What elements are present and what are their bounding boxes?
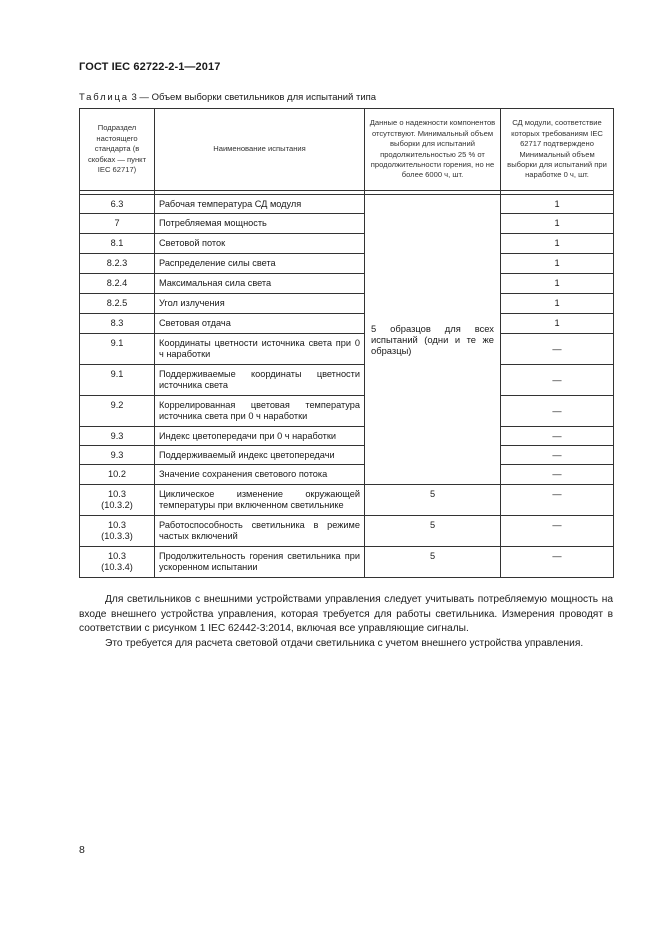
table-row xyxy=(80,195,614,214)
row-led-count: 1 xyxy=(501,274,614,294)
row-section-number: 10.3 xyxy=(108,520,126,530)
row-led-count: — xyxy=(501,547,614,578)
table-row xyxy=(80,547,614,578)
row-section: 7 xyxy=(80,214,155,234)
row-section: 8.3 xyxy=(80,314,155,334)
sample-size-table xyxy=(79,108,614,578)
row-test-name: Координаты цветности источника света при 0 ч наработки xyxy=(155,334,365,365)
row-test-name: Потребляемая мощность xyxy=(155,214,365,234)
row-test-name: Коррелированная цветовая температура источника света при 0 ч наработки xyxy=(155,396,365,427)
row-led-count: 1 xyxy=(501,294,614,314)
table-row xyxy=(80,294,614,314)
row-section-number: 10.3 xyxy=(108,489,126,499)
row-led-count: 1 xyxy=(501,195,614,214)
row-test-name: Рабочая температура СД модуля xyxy=(155,195,365,214)
row-test-name: Угол излучения xyxy=(155,294,365,314)
row-led-count: 1 xyxy=(501,214,614,234)
row-test-name: Максимальная сила света xyxy=(155,274,365,294)
paragraph: Это требуется для расчета световой отдачи светильника с учетом внешнего устройства управления. xyxy=(105,637,584,649)
paragraph: Для светильников с внешними устройствами управления следует учитывать потребляемую мощность на входе внешнего устройства управления, которая требуется для работы светильника. Измерения проводят в соответствии с рисунком 1 IEC 62442-3:2014, включая все управляющие сигналы. xyxy=(79,594,613,634)
row-section-sub: (10.3.3) xyxy=(101,531,133,541)
row-section: 9.3 xyxy=(80,446,155,465)
row-section: 8.1 xyxy=(80,234,155,254)
row-section xyxy=(80,516,155,547)
table-caption-label: Таблица xyxy=(79,92,129,103)
row-sample-count: 5 xyxy=(365,547,501,578)
row-section: 9.1 xyxy=(80,365,155,396)
table-header-row xyxy=(80,109,614,191)
row-section: 6.3 xyxy=(80,195,155,214)
row-section: 8.2.3 xyxy=(80,254,155,274)
table-row xyxy=(80,314,614,334)
row-led-count: 1 xyxy=(501,314,614,334)
table-row xyxy=(80,396,614,427)
row-section xyxy=(80,485,155,516)
row-led-count: — xyxy=(501,446,614,465)
row-section xyxy=(80,547,155,578)
table-row xyxy=(80,274,614,294)
row-led-count: — xyxy=(501,516,614,547)
row-led-count: — xyxy=(501,465,614,485)
row-led-count: — xyxy=(501,334,614,365)
header-led-modules-confirmed: СД модули, соответствие которых требованиям IEC 62717 подтверждено Минимальный объем выборки для испытаний при наработке 0 ч, шт. xyxy=(501,109,614,191)
row-test-name: Значение сохранения светового потока xyxy=(155,465,365,485)
table-row xyxy=(80,465,614,485)
row-test-name: Индекс цветопередачи при 0 ч наработки xyxy=(155,427,365,446)
row-led-count: — xyxy=(501,365,614,396)
table-row xyxy=(80,334,614,365)
document-header: ГОСТ IEC 62722-2-1—2017 xyxy=(79,61,221,73)
table-row xyxy=(80,516,614,547)
row-test-name: Распределение силы света xyxy=(155,254,365,274)
row-section: 10.2 xyxy=(80,465,155,485)
table-row xyxy=(80,485,614,516)
row-test-name: Поддерживаемые координаты цветности источника света xyxy=(155,365,365,396)
row-sample-count: 5 xyxy=(365,516,501,547)
row-sample-count: 5 xyxy=(365,485,501,516)
row-section: 9.3 xyxy=(80,427,155,446)
merged-samples-cell: 5 образцов для всех испытаний (одни и те же образцы) xyxy=(365,195,501,485)
table-caption-number: 3 xyxy=(131,92,137,103)
row-led-count: — xyxy=(501,485,614,516)
row-test-name: Продолжительность горения светильника при ускоренном испытании xyxy=(155,547,365,578)
header-test-name: Наименование испытания xyxy=(155,109,365,191)
table-row xyxy=(80,427,614,446)
header-section: Подраздел настоящего стандарта (в скобках — пункт IEC 62717) xyxy=(80,109,155,191)
table-row xyxy=(80,214,614,234)
row-section: 9.2 xyxy=(80,396,155,427)
row-test-name: Поддерживаемый индекс цветопередачи xyxy=(155,446,365,465)
table-caption xyxy=(79,92,376,103)
row-led-count: — xyxy=(501,396,614,427)
page-number: 8 xyxy=(79,844,85,856)
row-test-name: Циклическое изменение окружающей температуры при включенном светильнике xyxy=(155,485,365,516)
row-led-count: — xyxy=(501,427,614,446)
row-led-count: 1 xyxy=(501,254,614,274)
row-section: 8.2.5 xyxy=(80,294,155,314)
row-section: 9.1 xyxy=(80,334,155,365)
row-section: 8.2.4 xyxy=(80,274,155,294)
row-section-number: 10.3 xyxy=(108,551,126,561)
table-row xyxy=(80,234,614,254)
row-led-count: 1 xyxy=(501,234,614,254)
table-row xyxy=(80,365,614,396)
row-section-sub: (10.3.4) xyxy=(101,562,133,572)
body-text xyxy=(79,593,613,651)
table-row xyxy=(80,254,614,274)
row-test-name: Световой поток xyxy=(155,234,365,254)
table-caption-text: — Объем выборки светильников для испытаний типа xyxy=(136,92,377,103)
row-test-name: Световая отдача xyxy=(155,314,365,334)
row-section-sub: (10.3.2) xyxy=(101,500,133,510)
table-row xyxy=(80,446,614,465)
header-no-reliability-data: Данные о надежности компонентов отсутствуют. Минимальный объем выборки для испытаний продолжительностью 25 % от продолжительности горения, но не более 6000 ч, шт. xyxy=(365,109,501,191)
row-test-name: Работоспособность светильника в режиме частых включений xyxy=(155,516,365,547)
